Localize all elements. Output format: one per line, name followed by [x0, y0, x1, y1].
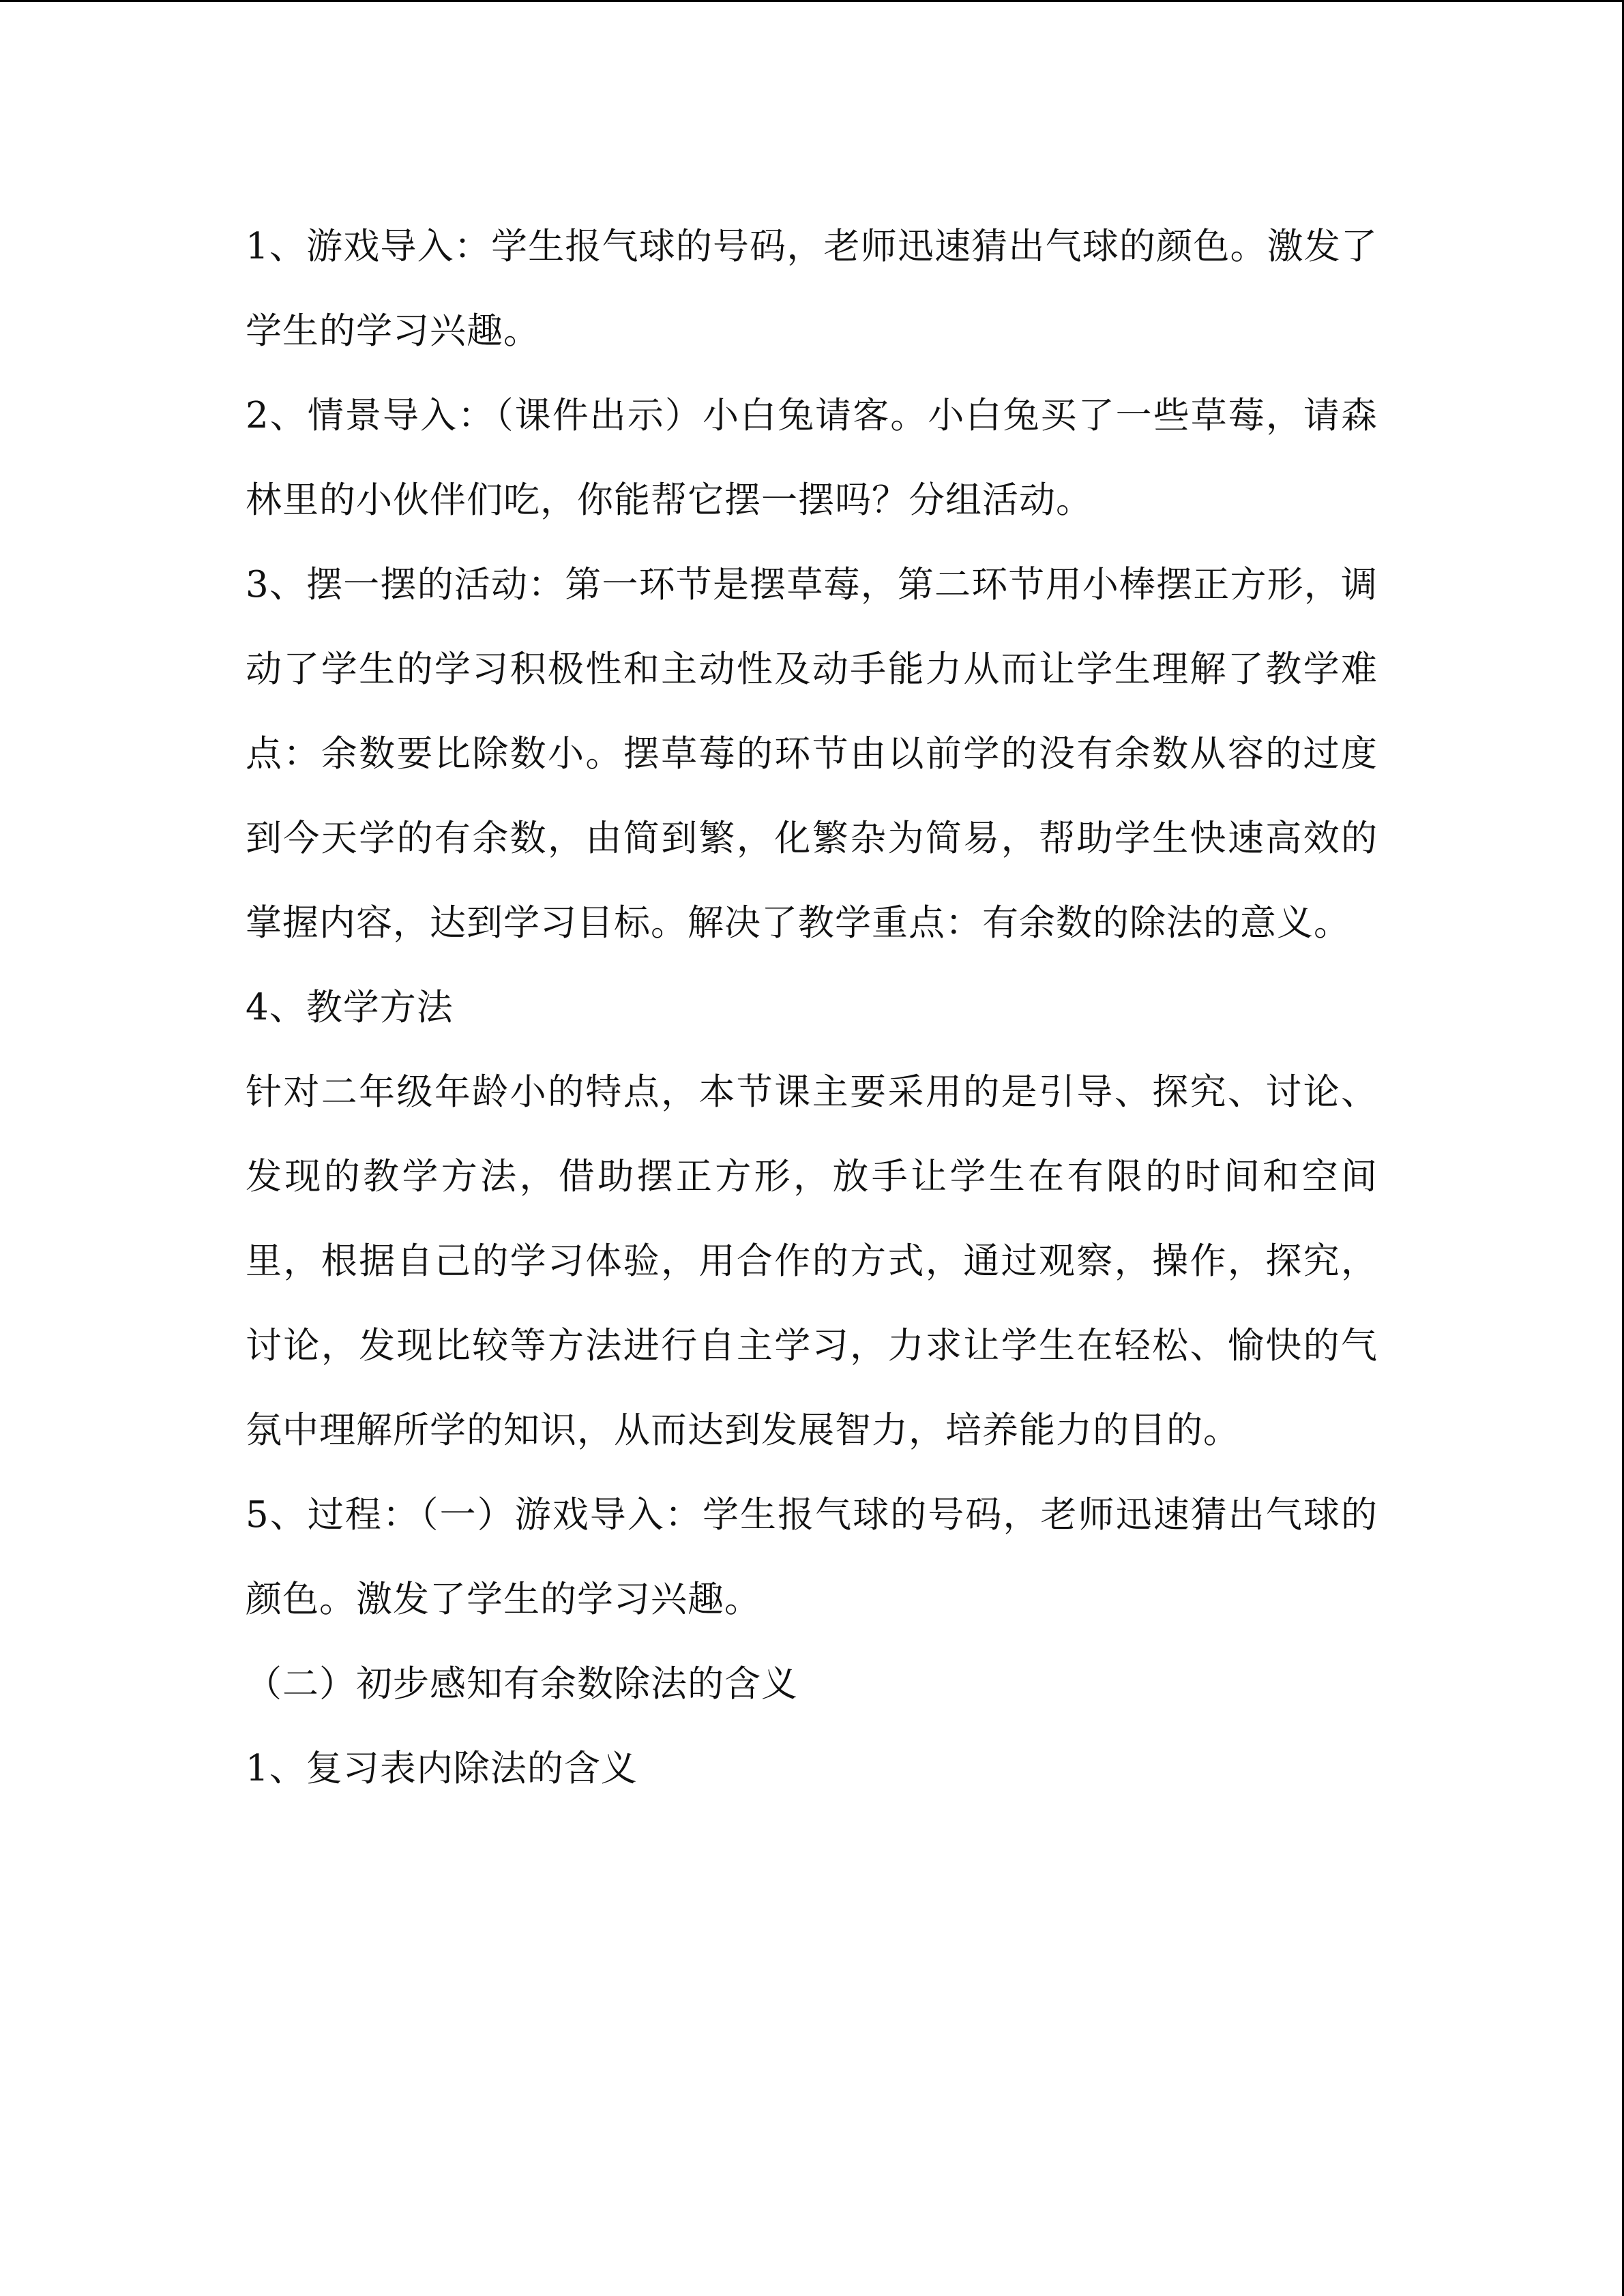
- paragraph-review-division: 1、复习表内除法的含义: [246, 1748, 638, 1789]
- paragraph-teaching-method-body: 针对二年级年龄小的特点，本节课主要采用的是引导、探究、讨论、发现的教学方法，借助摆正方形，放手让学生在有限的时间和空间里，根据自己的学习体验，用合作的方式，通过观察，操作，探究，讨论，发现比较等方法进行自主学习，力求让学生在轻松、愉快的气氛中理解所学的知识，从而达到发展智力，培养能力的目的。: [246, 1071, 1378, 1451]
- paragraph-scenario-intro: 2、情景导入：（课件出示）小白兔请客。小白兔买了一些草莓，请森林里的小伙伴们吃，你能帮它摆一摆吗？分组活动。: [246, 395, 1378, 521]
- paragraph-game-intro: 1、游戏导入：学生报气球的号码，老师迅速猜出气球的颜色。激发了学生的学习兴趣。: [246, 226, 1378, 352]
- paragraph-initial-perception: （二）初步感知有余数除法的含义: [246, 1663, 798, 1705]
- paragraph-arrange-activity: 3、摆一摆的活动：第一环节是摆草莓，第二环节用小棒摆正方形，调动了学生的学习积极性和主动性及动手能力从而让学生理解了教学难点：余数要比除数小。摆草莓的环节由以前学的没有余数从容的过度到今天学的有余数，由简到繁，化繁杂为简易，帮助学生快速高效的掌握内容，达到学习目标。解决了教学重点：有余数的除法的意义。: [246, 564, 1378, 944]
- page-top-border: [0, 0, 1624, 2]
- document-body: [246, 205, 1378, 1811]
- paragraph-teaching-method-heading: 4、教学方法: [246, 987, 454, 1028]
- paragraph-process: 5、过程：（一）游戏导入：学生报气球的号码，老师迅速猜出气球的颜色。激发了学生的学习兴趣。: [246, 1494, 1378, 1620]
